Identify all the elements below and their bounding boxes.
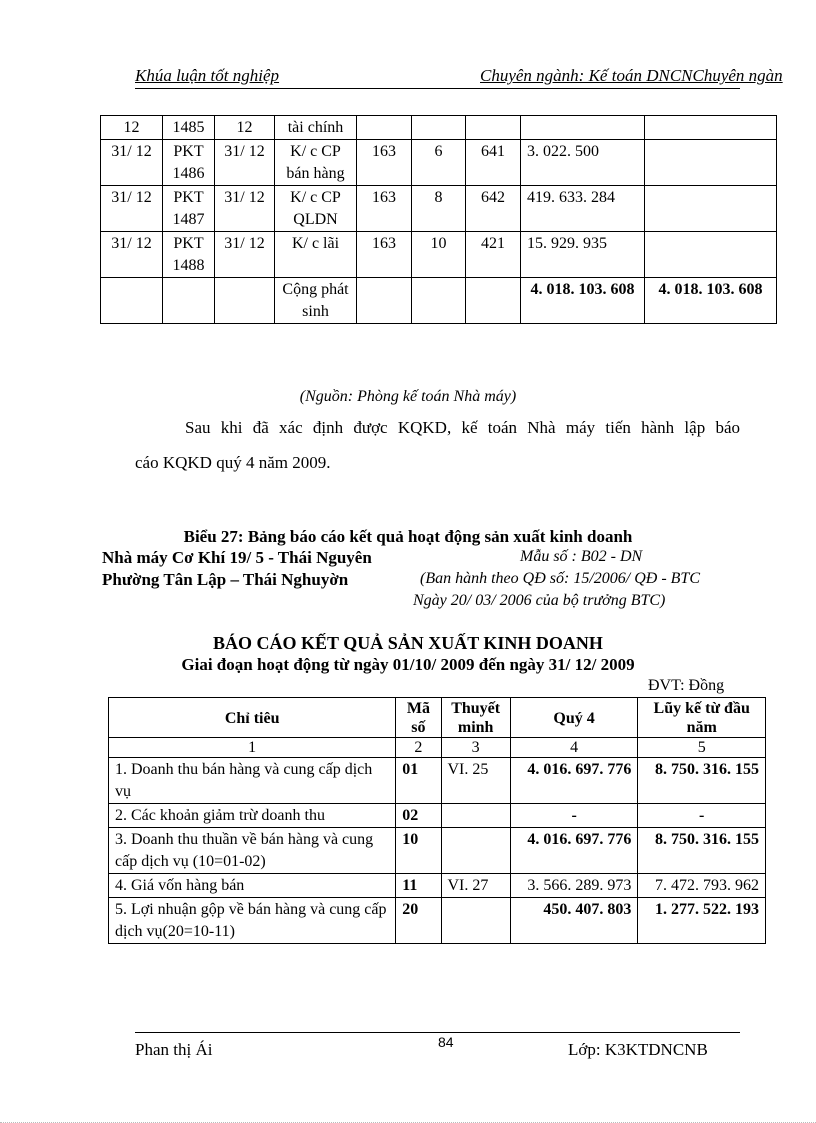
ledger-row <box>101 140 777 186</box>
ledger-cell-line <box>412 278 466 324</box>
footer-class: Lớp: K3KTDNCNB <box>568 1040 708 1059</box>
report-cell-q4: 450. 407. 803 <box>510 898 638 944</box>
ledger-cell-credit <box>645 140 777 186</box>
report-period: Giai đoạn hoạt động từ ngày 01/10/ 2009 đến ngày 31/ 12/ 2009 <box>181 655 635 674</box>
ledger-cell-page <box>357 116 412 140</box>
ledger-cell-debit: 3. 022. 500 <box>521 140 645 186</box>
report-cell-ytd: 1. 277. 522. 193 <box>638 898 766 944</box>
ledger-row <box>101 116 777 140</box>
colnum-2: 2 <box>396 738 441 758</box>
ledger-cell-date: 12 <box>215 116 275 140</box>
report-cell-q4: 4. 016. 697. 776 <box>510 758 638 804</box>
ledger-cell-day: 12 <box>101 116 163 140</box>
ledger-cell-line: 8 <box>412 186 466 232</box>
paragraph-line-1: Sau khi đã xác định được KQKD, kế toán Nhà máy tiến hành lập báo <box>185 418 740 437</box>
report-title: BÁO CÁO KẾT QUẢ SẢN XUẤT KINH DOANH <box>213 633 603 653</box>
ledger-cell-account <box>466 278 521 324</box>
report-cell-code: 01 <box>396 758 441 804</box>
report-cell-indicator: 1. Doanh thu bán hàng và cung cấp dịch vụ <box>109 758 396 804</box>
ledger-cell-debit: 419. 633. 284 <box>521 186 645 232</box>
ledger-cell-page: 163 <box>357 140 412 186</box>
report-row <box>109 804 766 828</box>
report-cell-note <box>441 898 510 944</box>
header-right: Chuyên ngành: Kế toán DNCNChuyên ngàn <box>480 66 783 85</box>
report-cell-note: VI. 27 <box>441 874 510 898</box>
report-row <box>109 828 766 874</box>
ledger-cell-date <box>215 278 275 324</box>
ledger-cell-day: 31/ 12 <box>101 140 163 186</box>
report-table <box>108 697 766 944</box>
report-row <box>109 874 766 898</box>
ledger-row <box>101 232 777 278</box>
ledger-cell-day: 31/ 12 <box>101 232 163 278</box>
footer-divider <box>135 1032 740 1033</box>
report-body <box>109 758 766 944</box>
ledger-cell-description: K/ c CP QLDN <box>275 186 357 232</box>
ledger-cell-date: 31/ 12 <box>215 186 275 232</box>
company-name: Nhà máy Cơ Khí 19/ 5 - Thái Nguyên <box>102 548 372 567</box>
header-q4: Quý 4 <box>510 698 638 738</box>
issued-line-1: (Ban hành theo QĐ số: 15/2006/ QĐ - BTC <box>420 570 700 587</box>
ledger-cell-voucher: PKT 1487 <box>163 186 215 232</box>
colnum-1: 1 <box>109 738 396 758</box>
report-cell-q4: 3. 566. 289. 973 <box>510 874 638 898</box>
report-cell-code: 11 <box>396 874 441 898</box>
ledger-cell-account: 642 <box>466 186 521 232</box>
ledger-cell-day: 31/ 12 <box>101 186 163 232</box>
ledger-cell-page: 163 <box>357 186 412 232</box>
ledger-cell-date: 31/ 12 <box>215 232 275 278</box>
ledger-row <box>101 186 777 232</box>
report-cell-indicator: 3. Doanh thu thuần về bán hàng và cung cấp dịch vụ (10=01-02) <box>109 828 396 874</box>
ledger-cell-credit <box>645 232 777 278</box>
ledger-cell-account: 421 <box>466 232 521 278</box>
source-note: (Nguồn: Phòng kế toán Nhà máy) <box>299 388 517 405</box>
ledger-cell-voucher <box>163 278 215 324</box>
header-ytd: Lũy kế từ đầu năm <box>638 698 766 738</box>
ledger-row <box>101 278 777 324</box>
ledger-cell-day <box>101 278 163 324</box>
ledger-cell-page <box>357 278 412 324</box>
ledger-cell-debit: 15. 929. 935 <box>521 232 645 278</box>
report-cell-note <box>441 804 510 828</box>
ledger-cell-account: 641 <box>466 140 521 186</box>
colnum-3: 3 <box>441 738 510 758</box>
report-header-row <box>109 698 766 738</box>
report-row <box>109 758 766 804</box>
report-cell-ytd: 8. 750. 316. 155 <box>638 758 766 804</box>
report-cell-code: 02 <box>396 804 441 828</box>
report-cell-note <box>441 828 510 874</box>
report-cell-indicator: 4. Giá vốn hàng bán <box>109 874 396 898</box>
ledger-cell-account <box>466 116 521 140</box>
report-cell-note: VI. 25 <box>441 758 510 804</box>
ledger-cell-line <box>412 116 466 140</box>
ledger-cell-description: K/ c CP bán hàng <box>275 140 357 186</box>
report-row <box>109 898 766 944</box>
form-code: Mẫu số : B02 - DN <box>520 548 643 565</box>
ledger-cell-description: K/ c lãi <box>275 232 357 278</box>
company-address: Phường Tân Lập – Thái Nghuyờn <box>102 570 349 589</box>
issued-line-2: Ngày 20/ 03/ 2006 của bộ trưởng BTC) <box>413 592 666 609</box>
header-code: Mã số <box>396 698 441 738</box>
ledger-cell-voucher: PKT 1486 <box>163 140 215 186</box>
report-cell-q4: 4. 016. 697. 776 <box>510 828 638 874</box>
report-cell-ytd: - <box>638 804 766 828</box>
ledger-cell-credit <box>645 186 777 232</box>
header-left: Khúa luận tốt nghiệp <box>135 66 280 85</box>
report-colnum-row <box>109 738 766 758</box>
bieu-title: Biểu 27: Bảng báo cáo kết quả hoạt động sản xuất kinh doanh <box>183 527 633 546</box>
ledger-cell-voucher: 1485 <box>163 116 215 140</box>
report-cell-code: 10 <box>396 828 441 874</box>
report-cell-ytd: 7. 472. 793. 962 <box>638 874 766 898</box>
report-cell-code: 20 <box>396 898 441 944</box>
ledger-cell-debit: 4. 018. 103. 608 <box>521 278 645 324</box>
header-divider <box>135 88 740 89</box>
footer-author: Phan thị Ái <box>135 1040 213 1059</box>
paragraph-line-2: cáo KQKD quý 4 năm 2009. <box>135 453 331 472</box>
report-cell-indicator: 5. Lợi nhuận gộp về bán hàng và cung cấp dịch vụ(20=10-11) <box>109 898 396 944</box>
ledger-cell-page: 163 <box>357 232 412 278</box>
report-cell-q4: - <box>510 804 638 828</box>
ledger-cell-description: Cộng phát sinh <box>275 278 357 324</box>
colnum-4: 4 <box>510 738 638 758</box>
report-cell-indicator: 2. Các khoản giảm trừ doanh thu <box>109 804 396 828</box>
ledger-cell-line: 10 <box>412 232 466 278</box>
currency-unit: ĐVT: Đồng <box>648 677 725 694</box>
report-cell-ytd: 8. 750. 316. 155 <box>638 828 766 874</box>
colnum-5: 5 <box>638 738 766 758</box>
ledger-cell-description: tài chính <box>275 116 357 140</box>
ledger-cell-voucher: PKT 1488 <box>163 232 215 278</box>
ledger-table <box>100 115 777 324</box>
ledger-cell-credit <box>645 116 777 140</box>
ledger-cell-date: 31/ 12 <box>215 140 275 186</box>
ledger-cell-credit: 4. 018. 103. 608 <box>645 278 777 324</box>
ledger-cell-line: 6 <box>412 140 466 186</box>
header-note: Thuyết minh <box>441 698 510 738</box>
page-number: 84 <box>438 1034 454 1050</box>
ledger-cell-debit <box>521 116 645 140</box>
ledger-body <box>101 116 777 324</box>
header-indicator: Chỉ tiêu <box>109 698 396 738</box>
